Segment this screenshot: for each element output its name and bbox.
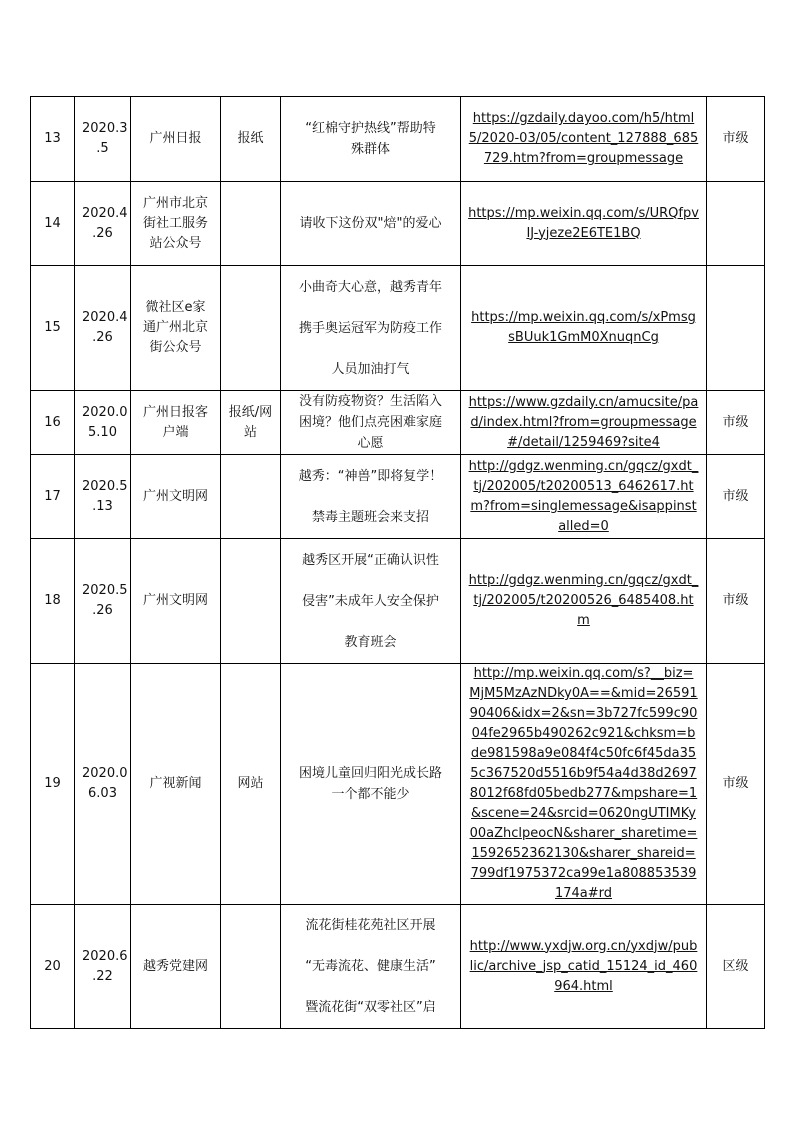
media-type: 报纸/网 站	[221, 391, 281, 455]
media-source: 广州日报客 户端	[131, 391, 221, 455]
media-type: 网站	[221, 664, 281, 905]
coverage-level: 市级	[707, 664, 765, 905]
table-row	[31, 539, 765, 664]
media-type	[221, 455, 281, 539]
article-link[interactable]: http://gdgz.wenming.cn/gqcz/gxdt_tj/202005/t20200526_6485408.htm	[461, 539, 707, 664]
article-link[interactable]: http://www.yxdjw.org.cn/yxdjw/public/archive_jsp_catid_15124_id_460964.html	[461, 905, 707, 1029]
media-report-table	[30, 96, 765, 1029]
article-title: 没有防疫物资？生活陷入 困境？他们点亮困难家庭 心愿	[281, 391, 461, 455]
media-source: 越秀党建网	[131, 905, 221, 1029]
table-row	[31, 455, 765, 539]
row-number: 17	[31, 455, 75, 539]
media-source: 微社区e家 通广州北京 街公众号	[131, 266, 221, 391]
publish-date: 2020.6 .22	[75, 905, 131, 1029]
row-number: 18	[31, 539, 75, 664]
media-source: 广州市北京 街社工服务 站公众号	[131, 182, 221, 266]
media-source: 广州文明网	[131, 455, 221, 539]
table-row	[31, 266, 765, 391]
coverage-level: 市级	[707, 539, 765, 664]
table-row	[31, 391, 765, 455]
publish-date: 2020.4 .26	[75, 266, 131, 391]
article-title: 请收下这份双"焙"的爱心	[281, 182, 461, 266]
article-link[interactable]: https://mp.weixin.qq.com/s/URQfpvIJ-yjeze2E6TE1BQ	[461, 182, 707, 266]
media-type	[221, 539, 281, 664]
article-link[interactable]: http://gdgz.wenming.cn/gqcz/gxdt_tj/202005/t20200513_6462617.htm?from=singlemessage&isappinstalled=0	[461, 455, 707, 539]
article-link[interactable]: https://www.gzdaily.cn/amucsite/pad/index.html?from=groupmessage#/detail/1259469?site4	[461, 391, 707, 455]
publish-date: 2020.0 5.10	[75, 391, 131, 455]
article-title: “红棉守护热线”帮助特 殊群体	[281, 97, 461, 182]
media-type: 报纸	[221, 97, 281, 182]
media-type	[221, 905, 281, 1029]
table-row	[31, 905, 765, 1029]
coverage-level: 市级	[707, 391, 765, 455]
publish-date: 2020.5 .26	[75, 539, 131, 664]
article-link[interactable]: https://mp.weixin.qq.com/s/xPmsgsBUuk1GmM0XnuqnCg	[461, 266, 707, 391]
table-row	[31, 97, 765, 182]
publish-date: 2020.3 .5	[75, 97, 131, 182]
coverage-level	[707, 182, 765, 266]
row-number: 15	[31, 266, 75, 391]
table-row	[31, 182, 765, 266]
article-title: 越秀区开展“正确认识性 侵害”未成年人安全保护 教育班会	[281, 539, 461, 664]
coverage-level: 市级	[707, 97, 765, 182]
publish-date: 2020.0 6.03	[75, 664, 131, 905]
media-source: 广视新闻	[131, 664, 221, 905]
publish-date: 2020.5 .13	[75, 455, 131, 539]
table-row	[31, 664, 765, 905]
row-number: 20	[31, 905, 75, 1029]
media-source: 广州日报	[131, 97, 221, 182]
media-type	[221, 266, 281, 391]
coverage-level	[707, 266, 765, 391]
article-title: 困境儿童回归阳光成长路 一个都不能少	[281, 664, 461, 905]
article-title: 流花街桂花苑社区开展 “无毒流花、健康生活” 暨流花街“双零社区”启	[281, 905, 461, 1029]
article-title: 小曲奇大心意，越秀青年 携手奥运冠军为防疫工作 人员加油打气	[281, 266, 461, 391]
article-link[interactable]: http://mp.weixin.qq.com/s?__biz=MjM5MzAzNDky0A==&mid=2659190406&idx=2&sn=3b727fc599c9004fe2965b490262c921&chksm=bde981598a9e084f4c50fc6f45da355c367520d5516b9f54a4d38d26978012f68fd05bedb277&mpshare=1&scene=24&srcid=0620ngUTIMKy00aZhclpeocN&sharer_sharetime=1592652362130&sharer_shareid=799df1975372ca99e1a808853539174a#rd	[461, 664, 707, 905]
row-number: 13	[31, 97, 75, 182]
media-type	[221, 182, 281, 266]
coverage-level: 区级	[707, 905, 765, 1029]
article-title: 越秀：“神兽”即将复学！ 禁毒主题班会来支招	[281, 455, 461, 539]
coverage-level: 市级	[707, 455, 765, 539]
row-number: 19	[31, 664, 75, 905]
article-link[interactable]: https://gzdaily.dayoo.com/h5/html5/2020-03/05/content_127888_685729.htm?from=groupmessage	[461, 97, 707, 182]
publish-date: 2020.4 .26	[75, 182, 131, 266]
media-source: 广州文明网	[131, 539, 221, 664]
row-number: 16	[31, 391, 75, 455]
row-number: 14	[31, 182, 75, 266]
